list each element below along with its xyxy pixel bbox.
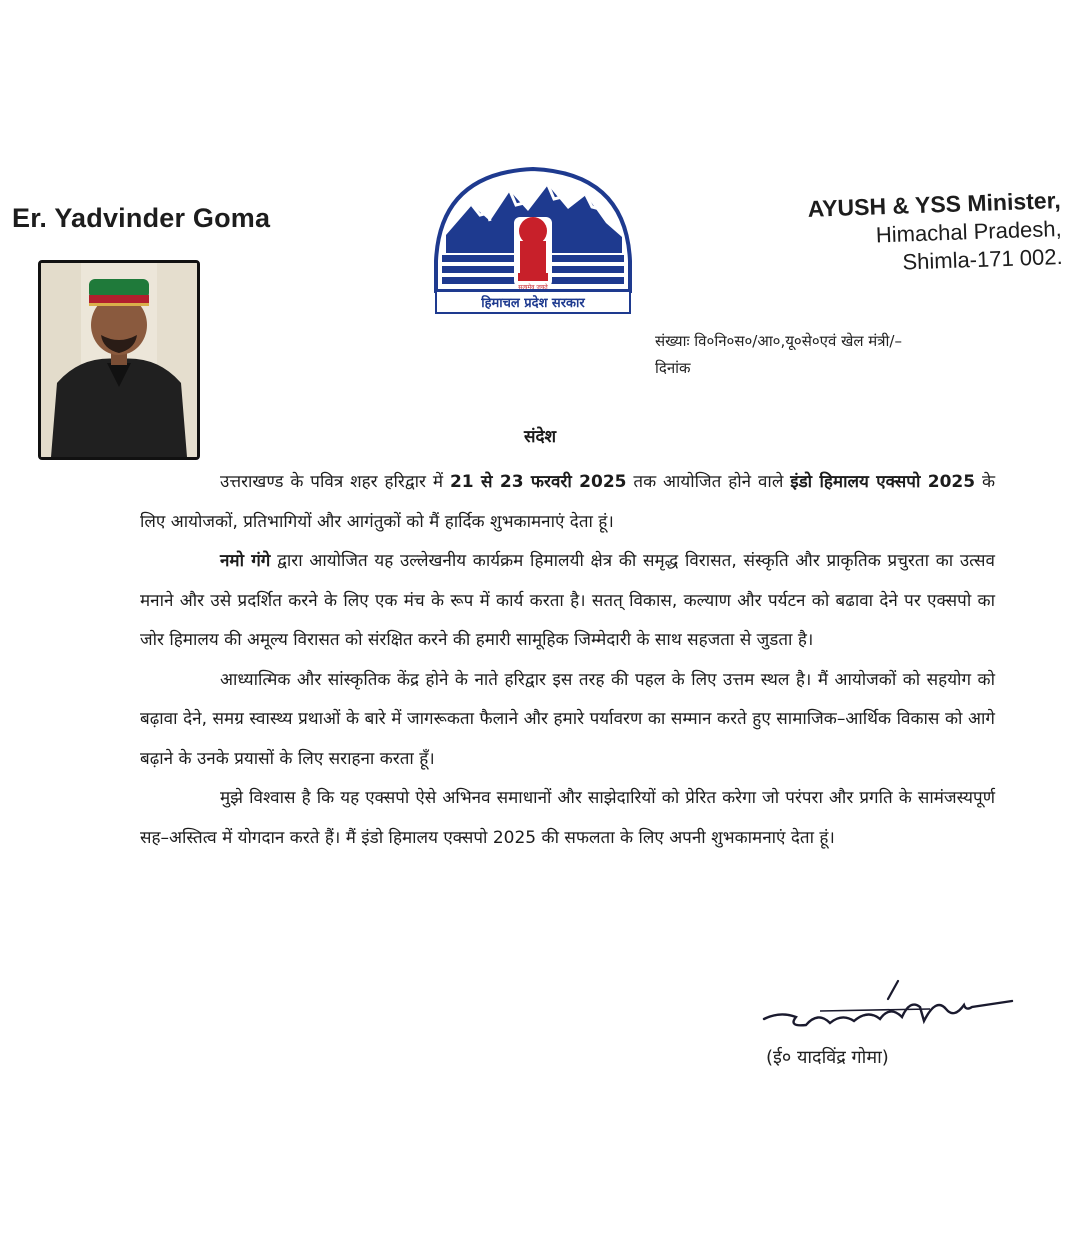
reference-number: संख्याः वि०नि०स०/आ०,यू०से०एवं खेल मंत्री/– <box>655 332 902 350</box>
office-state: Himachal Pradesh, <box>875 215 1062 248</box>
paragraph-1 <box>140 463 995 542</box>
handwritten-signature <box>760 975 1020 1045</box>
reference-block <box>655 328 902 382</box>
minister-name: Er. Yadvinder Goma <box>12 203 271 233</box>
emblem-caption: हिमाचल प्रदेश सरकार <box>481 296 585 311</box>
government-emblem <box>432 165 634 315</box>
office-title: AYUSH & YSS Minister, <box>807 186 1061 222</box>
signatory-name: (ई० यादविंद्र गोमा) <box>766 1047 889 1068</box>
event-dates: 21 से 23 फरवरी 2025 <box>449 472 627 492</box>
letter-subject: संदेश <box>523 427 557 447</box>
reference-date: दिनांक <box>655 359 691 377</box>
office-address <box>807 185 1063 280</box>
p1-text: उत्तराखण्ड के पवित्र शहर हरिद्वार में <box>220 472 450 492</box>
event-name: इंडो हिमालय एक्सपो 2025 <box>790 472 976 492</box>
p1-text: के लिए आयोजकों, प्रतिभागियों और आगंतुकों को मैं हार्दिक शुभकामनाएं देता हूं। <box>140 472 996 532</box>
office-city: Shimla-171 002. <box>901 243 1063 275</box>
paragraph-3: आध्यात्मिक और सांस्कृतिक केंद्र होने के नाते हरिद्वार इस तरह की पहल के लिए उत्तम स्थल है। मैं आयोजकों को सहयोग को बढ़ावा देने, समग्र स्वास्थ्य प्रथाओं के बारे में जागरूकता फैलाने और हमारे पर्यावरण का सम्मान करते हुए सामाजिक–आर्थिक विकास को आगे बढ़ाने के उनके प्रयासों के लिए सराहना करता हूँ। <box>140 669 995 769</box>
organizer-name: नमो गंगे <box>220 551 271 571</box>
paragraph-2 <box>140 542 995 661</box>
emblem-motto: सत्यमेव जयते <box>518 284 548 291</box>
letter-body <box>140 463 995 858</box>
p2-text: द्वारा आयोजित यह उल्लेखनीय कार्यक्रम हिमालयी क्षेत्र की समृद्ध विरासत, संस्कृति और प्राकृतिक प्रचुरता का उत्सव मनाने और उसे प्रदर्शित करने के लिए एक मंच के रूप में कार्य करता है। सतत् विकास, कल्याण और पर्यटन को बढावा देने पर एक्सपो का जोर हिमालय की अमूल्य विरासत को संरक्षित करने की हमारी सामूहिक जिम्मेदारी के साथ सहजता से जुडता है। <box>140 551 995 650</box>
paragraph-4: मुझे विश्वास है कि यह एक्सपो ऐसे अभिनव समाधानों और साझेदारियों को प्रेरित करेगा जो परंपरा और प्रगति के सामंजस्यपूर्ण सह–अस्तित्व में योगदान करते हैं। मैं इंडो हिमालय एक्सपो 2025 की सफलता के लिए अपनी शुभकामनाएं देता हूं। <box>140 788 995 848</box>
p1-text: तक आयोजित होने वाले <box>626 472 791 492</box>
